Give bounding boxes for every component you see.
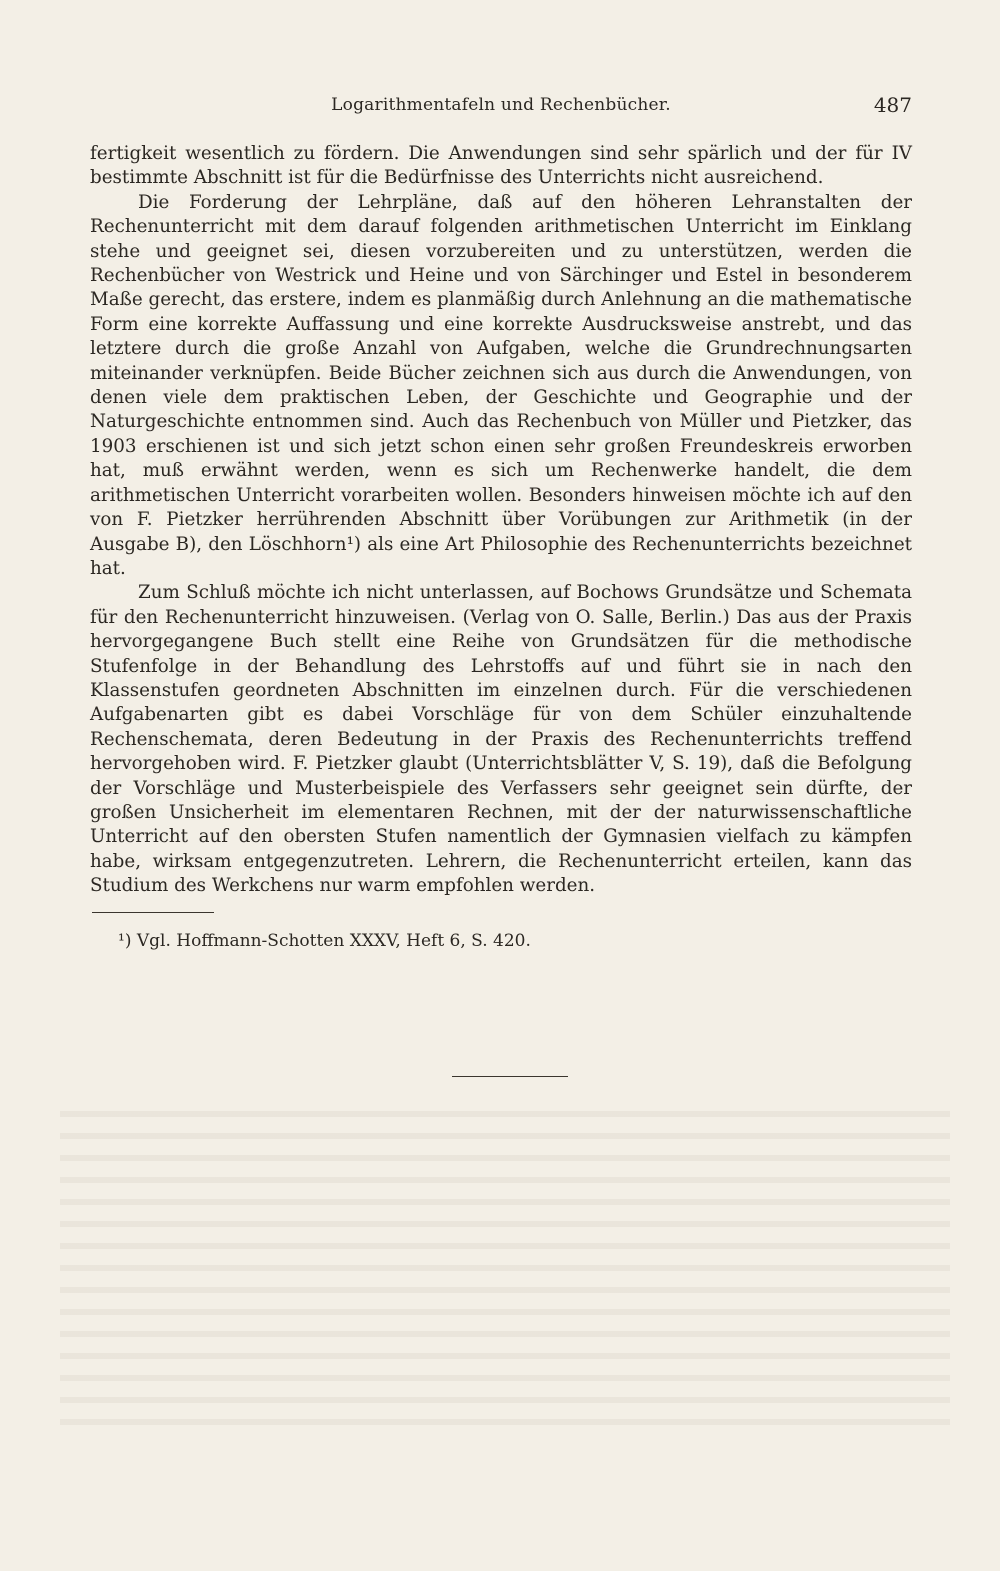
footnote xyxy=(118,930,531,952)
section-end-rule xyxy=(452,1076,568,1077)
paragraph-3: Zum Schluß möchte ich nicht unterlassen, auf Bochows Grundsätze und Schemata für den Rechenunterricht hinzuweisen. (Verlag von O. Salle, Berlin.) Das aus der Praxis hervorgegangene Buch stellt eine Reihe von Grundsätzen für die methodische Stufenfolge in der Behandlung des Lehrstoffs auf und führt sie in nach den Klassenstufen geordneten Abschnitten im einzelnen durch. Für die verschiedenen Aufgabenarten gibt es dabei Vorschläge für von dem Schüler einzuhaltende Rechenschemata, deren Bedeutung in der Praxis des Rechenunterrichts treffend hervorgehoben wird. F. Pietzker glaubt (Unterrichtsblätter V, S. 19), daß die Befolgung der Vorschläge und Musterbeispiele des Verfassers sehr geeignet sein dürfte, der großen Unsicherheit im elementaren Rechnen, mit der der naturwissenschaftliche Unterricht auf den obersten Stufen namentlich der Gymnasien vielfach zu kämpfen habe, wirksam entgegenzutreten. Lehrern, die Rechenunterricht erteilen, kann das Studium des Werkchens nur warm empfohlen werden. xyxy=(90,582,912,897)
show-through-texture xyxy=(60,1095,950,1425)
running-head-title: Logarithmentafeln und Rechenbücher. xyxy=(331,95,671,115)
running-head xyxy=(90,95,912,121)
paragraph-1: fertigkeit wesentlich zu fördern. Die Anwendungen sind sehr spärlich und der für IV bestimmte Abschnitt ist für die Bedürfnisse des Unterrichts nicht ausreichend. xyxy=(90,143,912,189)
footnote-text: Vgl. Hoffmann-Schotten XXXV, Heft 6, S. 420. xyxy=(136,931,531,951)
page-number: 487 xyxy=(873,93,912,117)
footnote-divider xyxy=(92,912,214,913)
body-text xyxy=(90,142,912,899)
footnote-marker: ¹) xyxy=(118,931,132,951)
paragraph-2: Die Forderung der Lehrpläne, daß auf den höheren Lehranstalten der Rechenunterricht mit dem darauf folgenden arithmetischen Unterricht im Einklang stehe und geeignet sei, diesen vorzubereiten und zu unterstützen, werden die Rechenbücher von Westrick und Heine und von Särchinger und Estel in besonderem Maße gerecht, das erstere, indem es planmäßig durch Anlehnung an die mathematische Form eine korrekte Auffassung und eine korrekte Ausdrucksweise anstrebt, und das letztere durch die große Anzahl von Aufgaben, welche die Grundrechnungsarten miteinander verknüpfen. Beide Bücher zeichnen sich aus durch die Anwendungen, von denen viele dem praktischen Leben, der Geschichte und Geographie und der Naturgeschichte entnommen sind. Auch das Rechenbuch von Müller und Pietzker, das 1903 erschienen ist und sich jetzt schon einen sehr großen Freundeskreis erworben hat, muß erwähnt werden, wenn es sich um Rechenwerke handelt, die dem arithmetischen Unterricht vorarbeiten wollen. Besonders hinweisen möchte ich auf den von F. Pietzker herrührenden Abschnitt über Vorübungen zur Arithmetik (in der Ausgabe B), den Löschhorn¹) als eine Art Philosophie des Rechenunterrichts bezeichnet hat. xyxy=(90,191,912,579)
